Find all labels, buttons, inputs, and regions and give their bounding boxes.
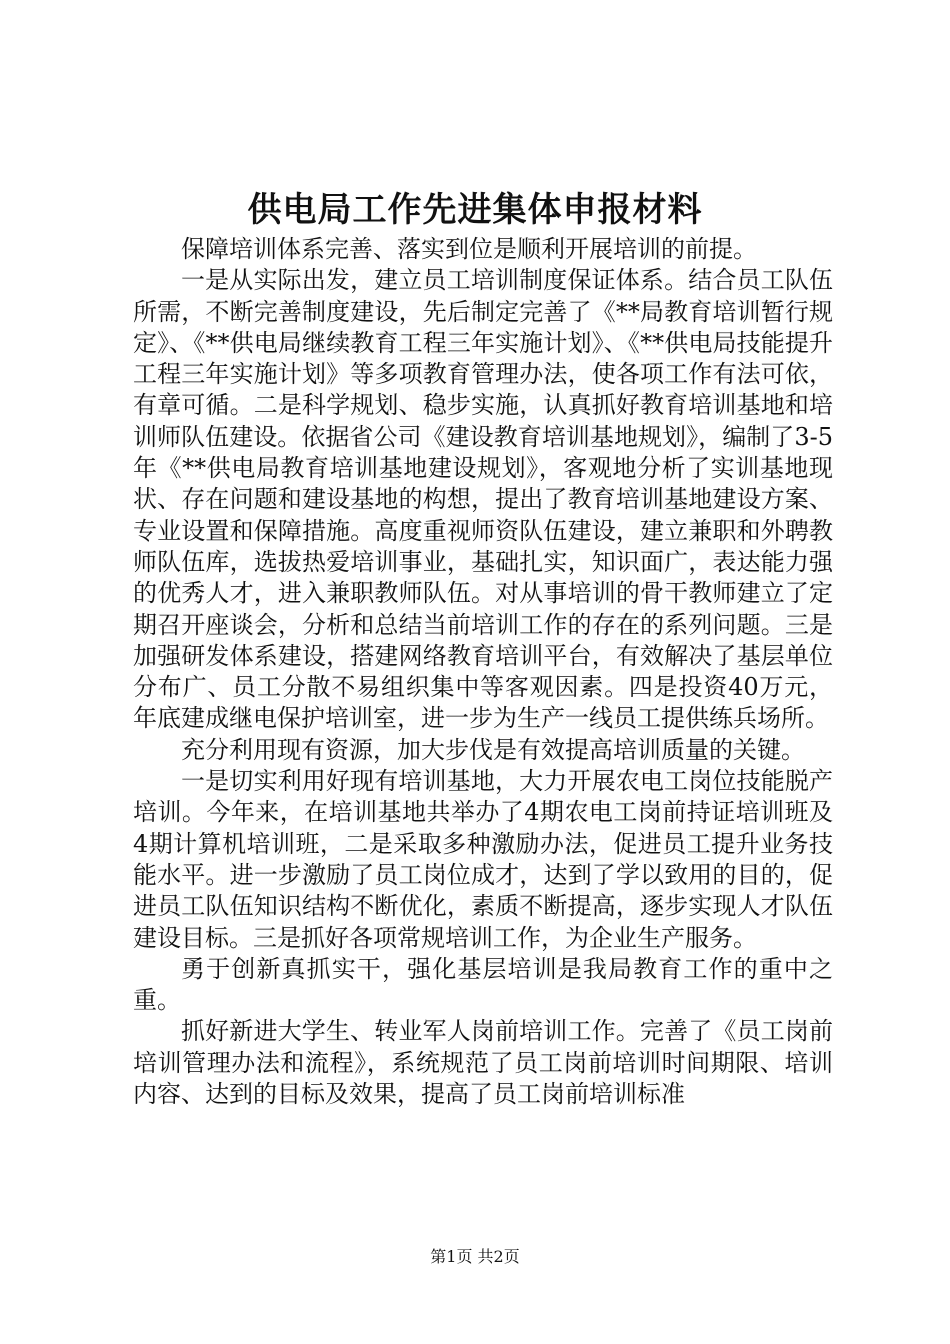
- paragraph: 一是切实利用好现有培训基地，大力开展农电工岗位技能脱产培训。今年来，在培训基地共举办了4期农电工岗前持证培训班及4期计算机培训班，二是采取多种激励办法，促进员工提升业务技能水平。进一步激励了员工岗位成才，达到了学以致用的目的，促进员工队伍知识结构不断优化，素质不断提高，逐步实现人才队伍建设目标。三是抓好各项常规培训工作，为企业生产服务。: [133, 767, 833, 952]
- paragraph: 勇于创新真抓实干，强化基层培训是我局教育工作的重中之重。: [133, 954, 833, 1015]
- document-body: [133, 234, 833, 1110]
- paragraph: 一是从实际出发，建立员工培训制度保证体系。结合员工队伍所需，不断完善制度建设，先后制定完善了《**局教育培训暂行规定》、《**供电局继续教育工程三年实施计划》、《**供电局技能提升工程三年实施计划》等多项教育管理办法，使各项工作有法可依，有章可循。二是科学规划、稳步实施，认真抓好教育培训基地和培训师队伍建设。依据省公司《建设教育培训基地规划》，编制了3-5年《**供电局教育培训基地建设规划》，客观地分析了实训基地现状、存在问题和建设基地的构想，提出了教育培训基地建设方案、专业设置和保障措施。高度重视师资队伍建设，建立兼职和外聘教师队伍库，选拔热爱培训事业，基础扎实，知识面广，表达能力强的优秀人才，进入兼职教师队伍。对从事培训的骨干教师建立了定期召开座谈会，分析和总结当前培训工作的存在的系列问题。三是加强研发体系建设，搭建网络教育培训平台，有效解决了基层单位分布广、员工分散不易组织集中等客观因素。四是投资40万元，年底建成继电保护培训室，进一步为生产一线员工提供练兵场所。: [133, 266, 833, 733]
- paragraph: 充分利用现有资源，加大步伐是有效提高培训质量的关键。: [181, 735, 805, 764]
- document-title: 供电局工作先进集体申报材料: [247, 190, 703, 230]
- paragraph: 保障培训体系完善、落实到位是顺利开展培训的前提。: [181, 235, 757, 263]
- page-number-footer: 第1页 共2页: [430, 1247, 520, 1266]
- paragraph: 抓好新进大学生、转业军人岗前培训工作。完善了《员工岗前培训管理办法和流程》，系统规范了员工岗前培训时间期限、培训内容、达到的目标及效果，提高了员工岗前培训标准: [133, 1017, 833, 1109]
